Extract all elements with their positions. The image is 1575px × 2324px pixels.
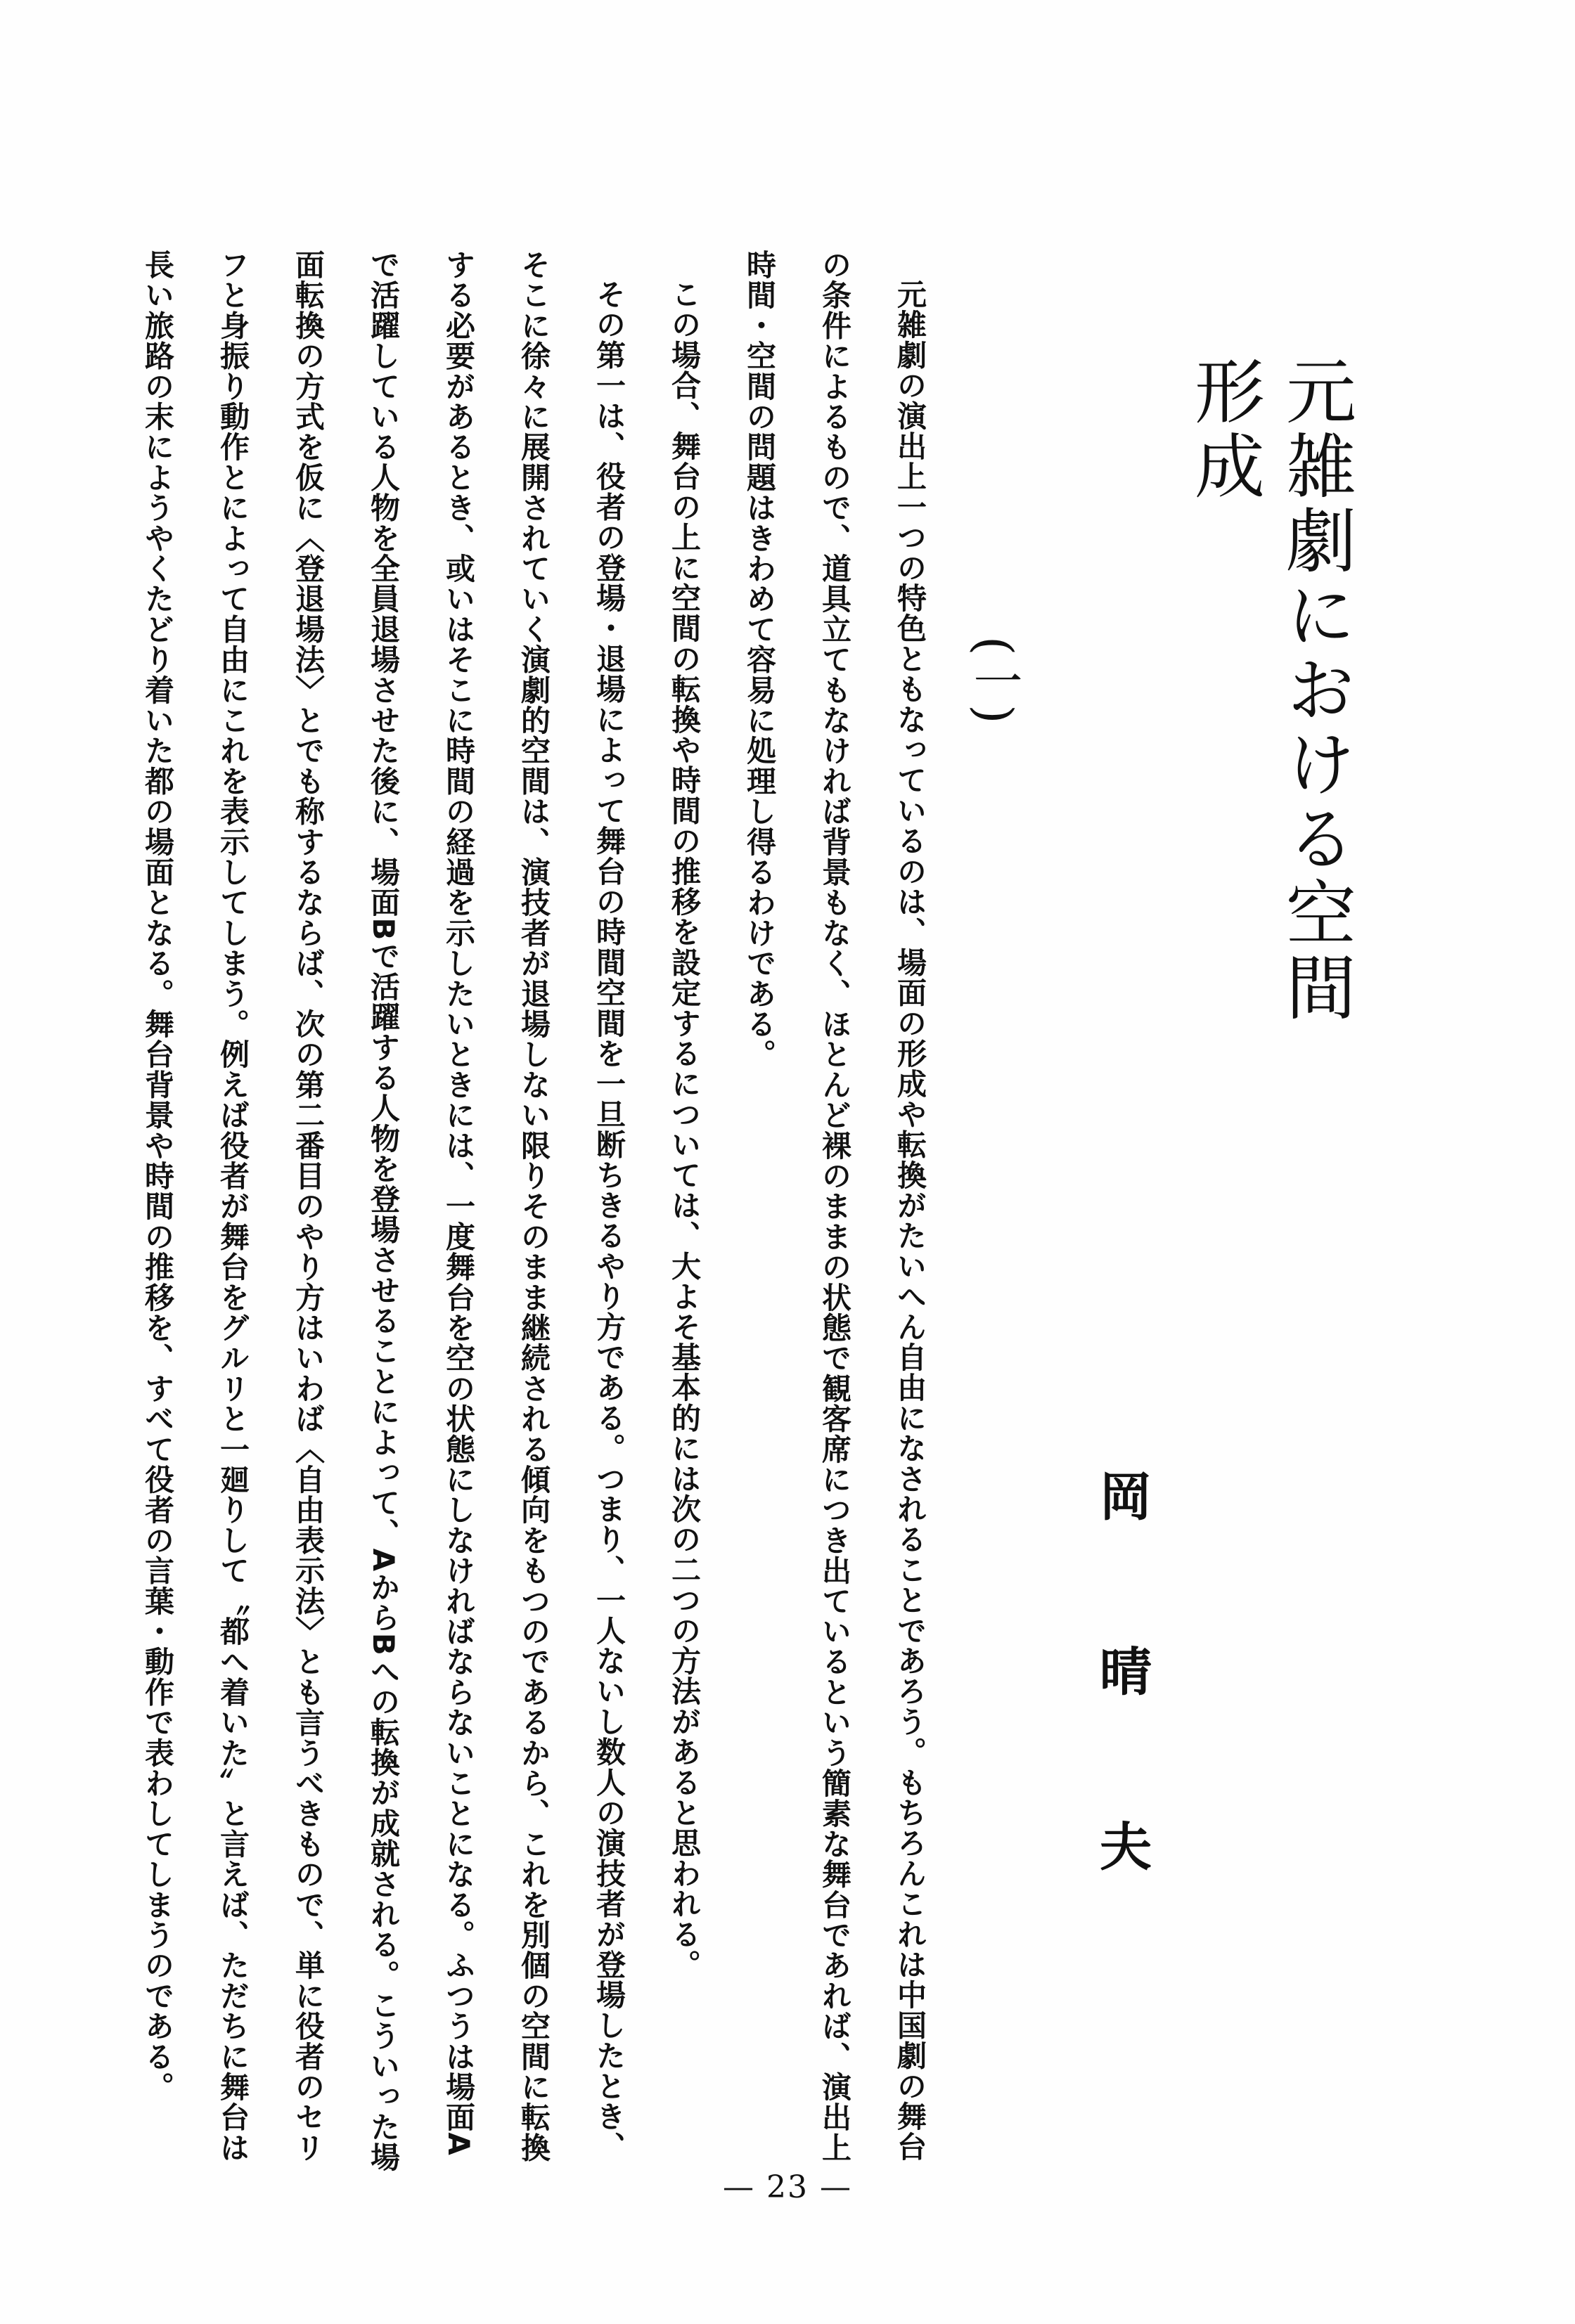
paragraph-2: この場合、舞台の上に空間の転換や時間の推移を設定するについては、大よそ基本的には次の二つの方法があると思われる。: [667, 279, 702, 1980]
paragraph-3: その第一は、役者の登場・退場によって舞台の時間空間を一旦断ちきるやり方である。つまり、一人ないし数人の演技者が登場したとき、そこに徐々に展開されていく演劇的空間は、演技者が退場しない限りそのまま継続される傾向をもつのであるから、これを別個の空間に転換する必要があるとき、或いはそこに時間の経過を示したいときには、一度舞台を空の状態にしなければならないことになる。ふつうは場面Aで活躍している人物を全員退場させた後に、場面Bで活躍する人物を登場させることによって、AからBへの転換が成就される。こういった場面転換の方式を仮に〈登退場法〉とでも称するならば、次の第二番目のやり方はいわば〈自由表示法〉とも言うべきもので、単に役者のセリフと身振り動作とによって自由にこれを表示してしまう。例えば役者が舞台をグルリと一廻りして〝都へ着いた〟と言えば、ただちに舞台は長い旅路の末にようやくたどり着いた都の場面となる。舞台背景や時間の推移を、すべて役者の言葉・動作で表わしてしまうのである。: [141, 250, 626, 2173]
page-number: — 23 —: [723, 2169, 852, 2205]
article-title: 元雑劇における空間形成: [1183, 355, 1356, 1026]
section-number: (一): [965, 636, 1023, 724]
body-text: [141, 250, 948, 2176]
author-name: 岡晴夫: [1091, 1469, 1152, 1994]
paragraph-1: 元雑劇の演出上一つの特色ともなっているのは、場面の形成や転換がたいへん自由になされることであろう。もちろんこれは中国劇の舞台の条件によるもので、道具立てもなければ背景もなく、ほとんど裸のままの状態で観客席につき出ているという簡素な舞台であれば、演出上時間・空間の問題はきわめて容易に処理し得るわけである。: [742, 250, 927, 2163]
